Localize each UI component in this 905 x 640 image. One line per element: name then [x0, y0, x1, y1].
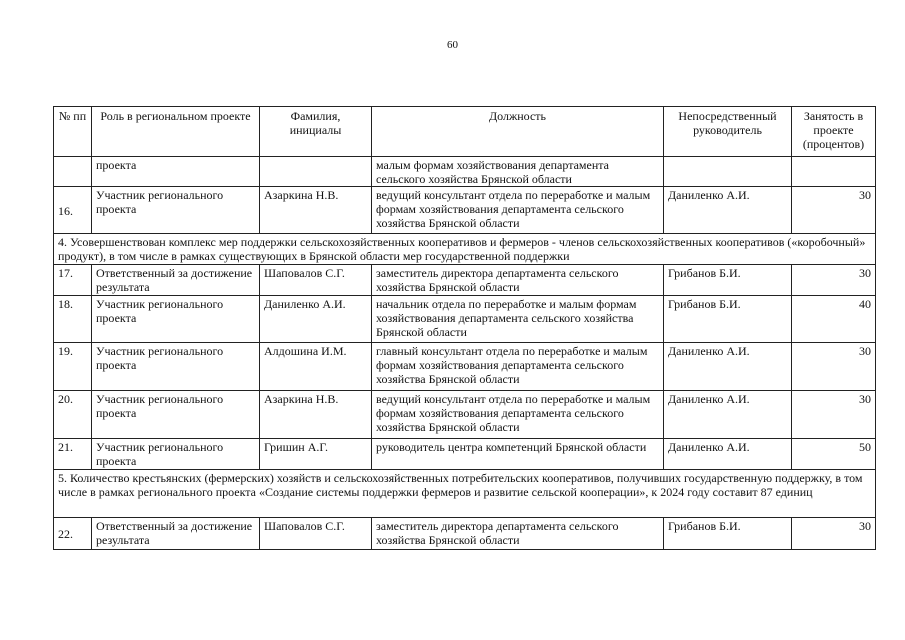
cell-manager — [664, 157, 792, 187]
table-row-continuation — [54, 157, 876, 187]
cell-name — [260, 157, 372, 187]
table-row-21 — [54, 439, 876, 470]
cell-name: Азаркина Н.В. — [260, 187, 372, 234]
cell-name: Гришин А.Г. — [260, 439, 372, 470]
header-employment: Занятость в проекте (процентов) — [792, 107, 876, 157]
cell-employment: 30 — [792, 343, 876, 391]
cell-position: ведущий консультант отдела по переработке и малым формам хозяйствования департамента сельского хозяйства Брянской области — [372, 391, 664, 439]
cell-num: 19. — [54, 343, 92, 391]
table-row-22 — [54, 518, 876, 550]
cell-manager: Даниленко А.И. — [664, 187, 792, 234]
cell-role: Ответственный за достижение результата — [92, 265, 260, 296]
cell-employment: 40 — [792, 296, 876, 343]
cell-role: Участник регионального проекта — [92, 187, 260, 234]
section-title-5: 5. Количество крестьянских (фермерских) хозяйств и сельскохозяйственных потребительских кооперативов, получивших государственную поддержку, в том числе в рамках регионального проекта «Создание системы поддержки фермеров и развитие сельской кооперации», к 2024 году составит 87 единиц — [54, 470, 876, 518]
cell-role: Участник регионального проекта — [92, 343, 260, 391]
cell-employment: 30 — [792, 265, 876, 296]
cell-role: Ответственный за достижение результата — [92, 518, 260, 550]
cell-employment: 50 — [792, 439, 876, 470]
header-name: Фамилия, инициалы — [260, 107, 372, 157]
cell-num — [54, 157, 92, 187]
cell-manager: Грибанов Б.И. — [664, 296, 792, 343]
cell-position: заместитель директора департамента сельского хозяйства Брянской области — [372, 518, 664, 550]
cell-role: Участник регионального проекта — [92, 296, 260, 343]
cell-position: начальник отдела по переработке и малым формам хозяйствования департамента сельского хозяйства Брянской области — [372, 296, 664, 343]
table-row-19 — [54, 343, 876, 391]
cell-position: главный консультант отдела по переработке и малым формам хозяйствования департамента сельского хозяйства Брянской области — [372, 343, 664, 391]
header-role: Роль в региональном проекте — [92, 107, 260, 157]
cell-role: Участник регионального проекта — [92, 439, 260, 470]
cell-num: 20. — [54, 391, 92, 439]
table-row-20 — [54, 391, 876, 439]
cell-num: 21. — [54, 439, 92, 470]
cell-position: руководитель центра компетенций Брянской области — [372, 439, 664, 470]
cell-name: Шаповалов С.Г. — [260, 518, 372, 550]
cell-manager: Грибанов Б.И. — [664, 518, 792, 550]
cell-num: 22. — [54, 518, 92, 550]
header-row — [54, 107, 876, 157]
header-manager: Непосредственный руководитель — [664, 107, 792, 157]
cell-name: Азаркина Н.В. — [260, 391, 372, 439]
cell-num: 17. — [54, 265, 92, 296]
table-row-17 — [54, 265, 876, 296]
table-row-16 — [54, 187, 876, 234]
cell-num: 16. — [54, 187, 92, 234]
cell-manager: Даниленко А.И. — [664, 343, 792, 391]
cell-manager: Грибанов Б.И. — [664, 265, 792, 296]
cell-position: заместитель директора департамента сельского хозяйства Брянской области — [372, 265, 664, 296]
cell-num: 18. — [54, 296, 92, 343]
page-number: 60 — [447, 39, 458, 51]
cell-employment: 30 — [792, 518, 876, 550]
header-position: Должность — [372, 107, 664, 157]
cell-name: Шаповалов С.Г. — [260, 265, 372, 296]
cell-name: Даниленко А.И. — [260, 296, 372, 343]
cell-role: проекта — [92, 157, 260, 187]
header-num: № пп — [54, 107, 92, 157]
section-row-4 — [54, 234, 876, 265]
table-row-18 — [54, 296, 876, 343]
cell-employment — [792, 157, 876, 187]
cell-name: Алдошина И.М. — [260, 343, 372, 391]
section-title-4: 4. Усовершенствован комплекс мер поддержки сельскохозяйственных кооперативов и фермеров - членов сельскохозяйственных кооперативов («коробочный» продукт), в том числе в рамках существующих в Брянской области мер государственной поддержки — [54, 234, 876, 265]
section-row-5 — [54, 470, 876, 518]
cell-position: ведущий консультант отдела по переработке и малым формам хозяйствования департамента сельского хозяйства Брянской области — [372, 187, 664, 234]
cell-manager: Даниленко А.И. — [664, 439, 792, 470]
cell-employment: 30 — [792, 187, 876, 234]
cell-manager: Даниленко А.И. — [664, 391, 792, 439]
cell-employment: 30 — [792, 391, 876, 439]
staffing-table — [53, 106, 876, 550]
cell-role: Участник регионального проекта — [92, 391, 260, 439]
cell-position: малым формам хозяйствования департамента сельского хозяйства Брянской области — [372, 157, 664, 187]
